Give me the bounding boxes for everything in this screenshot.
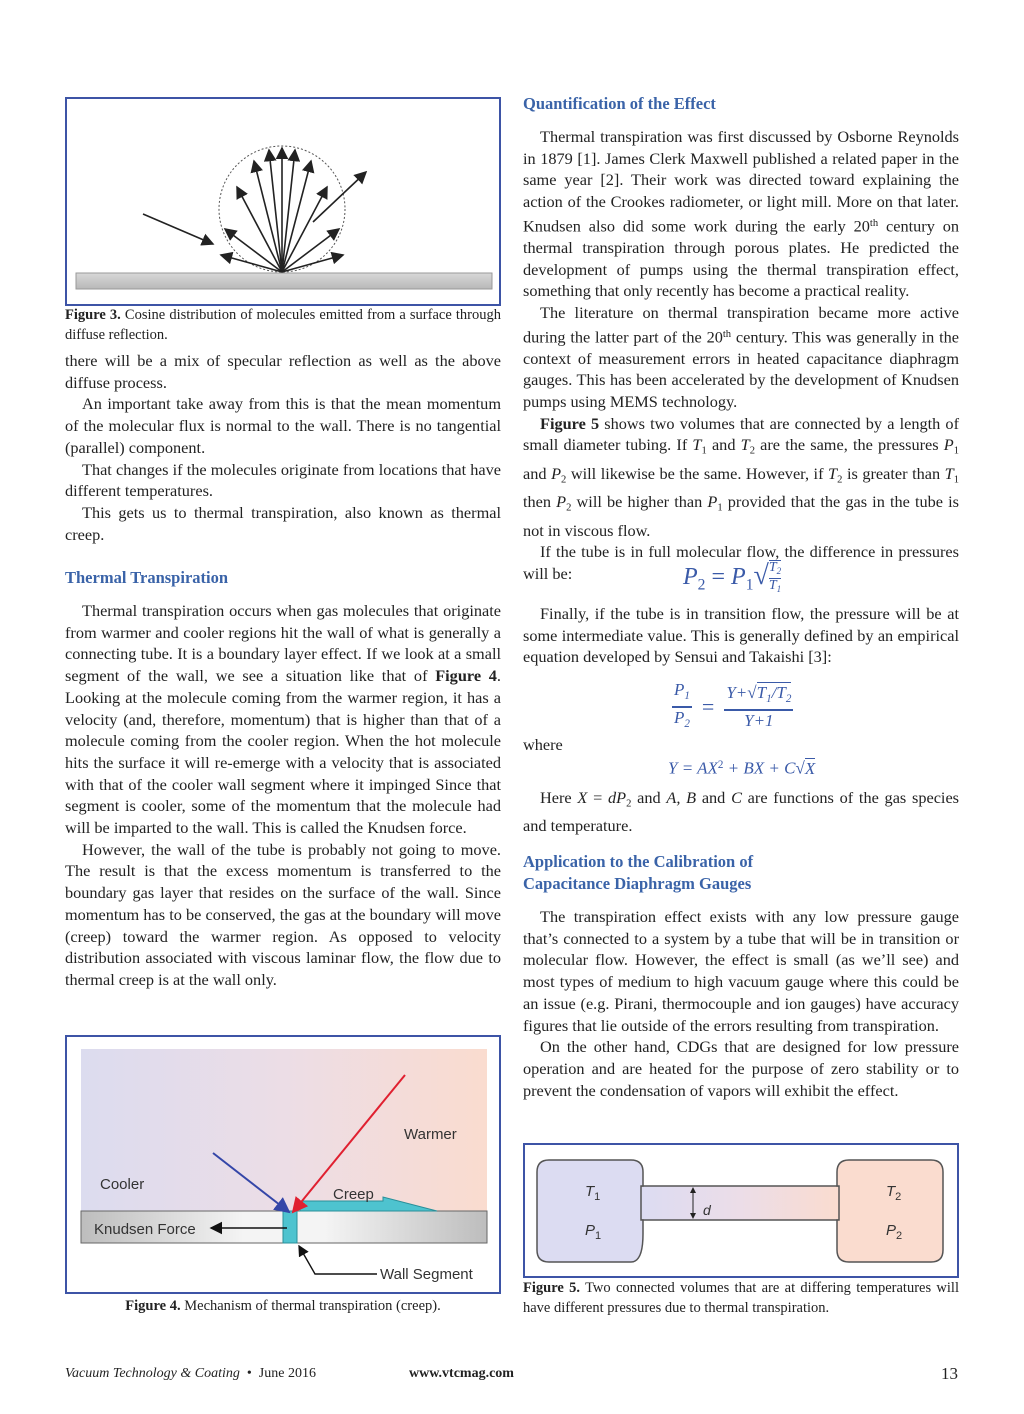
page-number: 13 (941, 1364, 958, 1383)
text-run: century on thermal transpiration through porous plates. He predicted the development of pumps using the thermal transpiration effect, something that only recently has become a practical reality. (523, 216, 959, 301)
subscript: 2 (626, 798, 632, 810)
italic-text: dP (608, 788, 627, 807)
heading-application: Application to the Calibration of Capacitance Diaphragm Gauges (523, 852, 754, 893)
connected-volumes-diagram (525, 1145, 957, 1276)
text-run: Here (540, 788, 578, 807)
label-knudsen-force: Knudsen Force (94, 1221, 196, 1238)
subscript: 2 (561, 474, 567, 486)
text-run: However, the wall of the tube is probably not going to move. The result is that the excess momentum is transferred to the boundary gas layer that resides on the surface of the wall. Since momentum has to be conserved, the gas at the boundary will move (creep) toward the warmer region. As opposed to velocity distribution associated with viscous laminar flow, the flow due to thermal creep is at the wall only. (65, 839, 501, 989)
paragraph (65, 839, 501, 991)
text-run: Mechanism of thermal transpiration (creep). (180, 1298, 441, 1314)
italic-text: T (828, 463, 838, 483)
where-label: where (523, 735, 563, 754)
text-run: will likewise be the same. However, if (566, 463, 829, 483)
figure-3 (65, 97, 501, 306)
right-text-4 (523, 906, 959, 1101)
incoming-arrow (143, 214, 213, 244)
subscript: 1 (701, 446, 707, 458)
thermal-creep-diagram (67, 1037, 499, 1292)
italic-text: T (740, 435, 750, 455)
cosine-distribution-diagram (67, 99, 499, 304)
label-t1: T (585, 1183, 595, 1200)
heading-quantification: Quantification of the Effect (523, 94, 716, 113)
right-text-3 (523, 787, 959, 837)
text-run: The transpiration effect exists with any low pressure gauge that’s connected to a system by a tube that will be in transition or molecular flow. However, the effect is small (as we’ll see) and most types of medium to high vacuum gauge where this could be an issue (e.g. Pirani, thermocouple and ion gauges) have accuracy figures that lie outside of the errors resulting from transpiration. (523, 907, 959, 1035)
text-run: . Looking at the molecule coming from the warmer region, it has a velocity (and, therefore, momentum) that is higher than that of a molecule coming from the cooler region. When the hot molecule hits the surface it will re-emerge with a velocity that is associated with that of the cooler wall segment where it impinged Since that segment is cooler, some of the momentum that the molecule had will be imparted to the wall. This is called the Knudsen force. (65, 666, 501, 838)
equation-y: $Y = AX^2$ + BX + C√X (668, 758, 816, 778)
bold-text: Figure 4. (125, 1298, 181, 1314)
svg-text:P2: $P_2$ (886, 1222, 903, 1242)
tube (641, 1186, 839, 1220)
equation-molecular-flow: $P_2 = P_1√$ $\frac{T_2}{T_1}$ (683, 560, 782, 595)
figure-4 (65, 1035, 501, 1294)
paragraph (523, 1036, 959, 1101)
subscript: 2 (566, 502, 572, 514)
figure-3-caption (65, 305, 501, 345)
paragraph (523, 126, 959, 302)
italic-text: P (943, 435, 954, 455)
text-run: is greater than (842, 463, 945, 483)
text-run: provided that the gas in the tube is not in viscous flow. (523, 492, 960, 540)
paragraph (523, 603, 959, 668)
text-run: century. This was generally in the context of measurement errors in heated capacitance diaphragm gauges. This has been accelerated by the development of Knudsen pumps using MEMS technology. (523, 326, 959, 412)
text-run: will be higher than (571, 492, 708, 512)
bold-text: Figure 5. (523, 1280, 581, 1296)
paragraph (523, 787, 959, 837)
text-run: Thermal transpiration was first discussed by Osborne Reynolds in 1879 [1]. James Clerk Maxwell published a related paper in the same year [2]. Their work was directed toward explaining the action of the Crookes radiometer, or light mill. More on that later. Knudsen also did some work during the early 20 (523, 127, 959, 236)
label-p1: P (585, 1222, 596, 1239)
text-run: then (523, 492, 557, 512)
subscript: 1 (953, 446, 959, 458)
heading-thermal-transpiration: Thermal Transpiration (65, 568, 229, 587)
left-text-2 (65, 600, 501, 991)
label-d: d (703, 1202, 711, 1218)
text-run: If the tube is in full molecular flow, the difference in pressures will be: (523, 542, 959, 584)
subscript: 2 (837, 474, 843, 486)
text-run: and (696, 788, 732, 807)
text-run: shows two volumes that are connected by a length of small diameter tubing. If (523, 413, 959, 455)
wall-segment-pointer (299, 1246, 377, 1274)
italic-text: P (556, 492, 567, 512)
paragraph (523, 906, 959, 1036)
italic-text: T (692, 435, 702, 455)
text-run: Thermal transpiration occurs when gas molecules that originate from warmer and cooler regions hit the wall of what is generally a connecting tube. It is a boundary layer effect. If we look at a small segment of the wall, we see a situation like that of (65, 601, 501, 686)
italic-text: X (577, 788, 588, 807)
svg-text:T2: $T_2$ (886, 1183, 902, 1203)
superscript: th (722, 328, 732, 340)
text-run: On the other hand, CDGs that are designed for low pressure operation and are heated for the purpose of zero stability or to prevent the condensation of vapors will exhibit the effect. (523, 1037, 959, 1100)
footer-publication: Vacuum Technology & Coating • June 2016 (65, 1366, 316, 1381)
paragraph (65, 393, 501, 458)
label-creep: Creep (333, 1186, 374, 1203)
italic-text: A, B (666, 788, 697, 807)
svg-text:P1: $P_1$ (585, 1222, 602, 1242)
figure-5 (523, 1143, 959, 1278)
text-run: are functions of the gas species and temperature. (523, 788, 960, 836)
wall-segment (283, 1211, 297, 1243)
right-text-1 (523, 126, 959, 585)
italic-text: P (707, 492, 718, 512)
text-run: and (706, 435, 741, 455)
paragraph (523, 413, 959, 542)
paragraph (65, 350, 501, 393)
equation-transition-flow: $\frac{P_1}{P_2}$ = $\frac{Y+√T_1/T_2}{Y+1}$ (674, 680, 792, 731)
italic-text: P (551, 463, 562, 483)
volume-1 (537, 1160, 643, 1262)
text-run: This gets us to thermal transpiration, also known as thermal creep. (65, 502, 501, 544)
text-run: = (587, 788, 608, 807)
text-run: Cosine distribution of molecules emitted from a surface through diffuse reflection. (65, 307, 501, 343)
bold-text: Figure 3. (65, 307, 121, 323)
surface (76, 273, 492, 289)
superscript: th (869, 217, 879, 229)
figure-4-caption (65, 1296, 501, 1316)
subscript: 1 (717, 502, 723, 514)
footer-website[interactable]: www.vtcmag.com (409, 1366, 514, 1381)
subscript: 1 (953, 474, 960, 486)
paragraph (65, 600, 501, 839)
svg-text:T1: $T_1$ (585, 1183, 601, 1203)
label-wall-segment: Wall Segment (380, 1266, 473, 1283)
volume-2 (837, 1160, 943, 1262)
bold-text: Figure 5 (540, 413, 600, 433)
label-cooler: Cooler (100, 1176, 145, 1193)
text-run: An important take away from this is that the mean momentum of the molecular flux is normal to the wall. There is no tangential (parallel) component. (65, 394, 501, 457)
paragraph (65, 459, 501, 502)
paragraph (523, 302, 959, 413)
paragraph (65, 502, 501, 545)
label-t2: T (886, 1183, 896, 1200)
label-p2: P (886, 1222, 897, 1239)
label-warmer: Warmer (404, 1126, 457, 1143)
text-run: Two connected volumes that are at differing temperatures will have different pressures due to thermal transpiration. (523, 1280, 959, 1316)
text-run: and (523, 463, 552, 483)
subscript: 2 (749, 446, 755, 458)
text-run: there will be a mix of specular reflection as well as the above diffuse process. (65, 351, 501, 392)
left-text-1 (65, 350, 501, 545)
italic-text: C (731, 788, 742, 807)
text-run: and (631, 788, 667, 807)
bold-text: Figure 4 (435, 666, 497, 686)
italic-text: T (944, 463, 954, 483)
right-text-2 (523, 603, 959, 668)
text-run: are the same, the pressures (754, 435, 944, 455)
text-run: Finally, if the tube is in transition flow, the pressure will be at some intermediate value. This is generally defined by an empirical equation developed by Sensui and Takaishi [3]: (523, 604, 959, 667)
figure-5-caption (523, 1278, 959, 1318)
text-run: That changes if the molecules originate from locations that have different temperatures. (65, 459, 501, 501)
text-run: The literature on thermal transpiration became more active during the latter part of the 20 (523, 302, 959, 346)
